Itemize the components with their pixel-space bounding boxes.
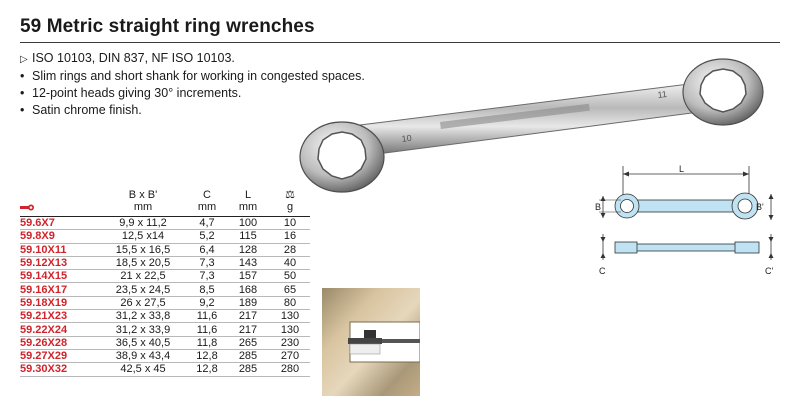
weight-cell: 230 — [270, 336, 310, 349]
weight-cell: 16 — [270, 230, 310, 243]
c-cell: 9,2 — [188, 296, 226, 309]
reference-cell: 59.22X24 — [20, 323, 98, 336]
page-title: 59 Metric straight ring wrenches — [20, 16, 315, 37]
bxb-cell: 21 x 22,5 — [98, 270, 188, 283]
label-l: L — [679, 164, 685, 174]
l-cell: 157 — [226, 270, 270, 283]
table-row — [20, 349, 310, 362]
table-row — [20, 217, 310, 230]
bxb-cell: 36,5 x 40,5 — [98, 336, 188, 349]
l-cell: 115 — [226, 230, 270, 243]
table-row — [20, 296, 310, 309]
c-cell: 7,3 — [188, 256, 226, 269]
title-divider — [20, 42, 780, 43]
table-row — [20, 256, 310, 269]
weight-cell: 28 — [270, 243, 310, 256]
l-cell: 217 — [226, 323, 270, 336]
weight-icon: ⚖ — [285, 189, 295, 201]
weight-cell: 130 — [270, 310, 310, 323]
weight-cell: 40 — [270, 256, 310, 269]
l-cell: 143 — [226, 256, 270, 269]
weight-cell: 65 — [270, 283, 310, 296]
c-cell: 11,6 — [188, 310, 226, 323]
column-header-weight: ⚖ g — [270, 189, 310, 217]
weight-cell: 130 — [270, 323, 310, 336]
l-cell: 265 — [226, 336, 270, 349]
bxb-cell: 31,2 x 33,9 — [98, 323, 188, 336]
c-cell: 12,8 — [188, 363, 226, 376]
c-cell: 4,7 — [188, 217, 226, 230]
l-cell: 285 — [226, 363, 270, 376]
bxb-cell: 18,5 x 20,5 — [98, 256, 188, 269]
reference-cell: 59.6X7 — [20, 217, 98, 230]
table-row — [20, 243, 310, 256]
diagram-shank-top — [627, 200, 747, 212]
bullet-item: • Satin chrome finish. — [20, 103, 142, 117]
congested-space-photo — [322, 288, 420, 396]
column-header-bxb: B x B' mm — [98, 189, 188, 217]
bxb-cell: 38,9 x 43,4 — [98, 349, 188, 362]
table-row — [20, 323, 310, 336]
label-b-prime: B' — [756, 202, 764, 212]
c-cell: 7,3 — [188, 270, 226, 283]
bullet-icon: • — [20, 86, 25, 100]
weight-cell: 270 — [270, 349, 310, 362]
reference-cell: 59.27X29 — [20, 349, 98, 362]
standards-text: ISO 10103, DIN 837, NF ISO 10103. — [32, 51, 235, 65]
triangle-icon: ▷ — [20, 54, 28, 65]
weight-cell: 80 — [270, 296, 310, 309]
reference-cell: 59.30X32 — [20, 363, 98, 376]
c-cell: 12,8 — [188, 349, 226, 362]
c-cell: 11,6 — [188, 323, 226, 336]
bullet-icon: • — [20, 103, 25, 117]
bullet-item: • Slim rings and short shank for working in congested spaces. — [20, 69, 365, 83]
reference-cell: 59.12X13 — [20, 256, 98, 269]
l-cell: 100 — [226, 217, 270, 230]
bxb-cell: 12,5 x14 — [98, 230, 188, 243]
wrench-size-engraving-left: 10 — [401, 132, 413, 144]
label-c-prime: C' — [765, 266, 774, 276]
bxb-cell: 15,5 x 16,5 — [98, 243, 188, 256]
thin-wrench-ring — [348, 338, 382, 344]
thin-wrench-handle — [382, 339, 420, 343]
table-row — [20, 363, 310, 376]
dimension-diagram — [593, 160, 783, 280]
reference-cell: 59.21X23 — [20, 310, 98, 323]
table-row — [20, 283, 310, 296]
reference-cell: 59.18X19 — [20, 296, 98, 309]
wrench-size-engraving-right: 11 — [657, 88, 668, 100]
c-cell: 8,5 — [188, 283, 226, 296]
bolt-head — [364, 330, 376, 339]
specification-table — [20, 189, 310, 377]
table-header-row — [20, 189, 310, 217]
bxb-cell: 31,2 x 33,8 — [98, 310, 188, 323]
l-cell: 128 — [226, 243, 270, 256]
label-c: C — [599, 266, 606, 276]
l-cell: 217 — [226, 310, 270, 323]
c-cell: 5,2 — [188, 230, 226, 243]
c-cell: 6,4 — [188, 243, 226, 256]
reference-cell: 59.10X11 — [20, 243, 98, 256]
l-cell: 189 — [226, 296, 270, 309]
column-header-reference — [20, 189, 98, 217]
bxb-cell: 26 x 27,5 — [98, 296, 188, 309]
weight-cell: 10 — [270, 217, 310, 230]
label-b: B — [595, 202, 602, 212]
bullet-icon: • — [20, 69, 25, 83]
table-row — [20, 270, 310, 283]
wrench-reference-icon — [20, 204, 34, 211]
reference-cell: 59.14X15 — [20, 270, 98, 283]
bxb-cell: 9,9 x 11,2 — [98, 217, 188, 230]
reference-cell: 59.26X28 — [20, 336, 98, 349]
weight-cell: 50 — [270, 270, 310, 283]
reference-cell: 59.16X17 — [20, 283, 98, 296]
table-row — [20, 336, 310, 349]
table-row — [20, 230, 310, 243]
bullet-item: • 12-point heads giving 30° increments. — [20, 86, 242, 100]
l-cell: 285 — [226, 349, 270, 362]
weight-cell: 280 — [270, 363, 310, 376]
l-cell: 168 — [226, 283, 270, 296]
c-cell: 11,8 — [188, 336, 226, 349]
reference-cell: 59.8X9 — [20, 230, 98, 243]
bxb-cell: 23,5 x 24,5 — [98, 283, 188, 296]
column-header-c: C mm — [188, 189, 226, 217]
table-row — [20, 310, 310, 323]
bxb-cell: 42,5 x 45 — [98, 363, 188, 376]
column-header-l: L mm — [226, 189, 270, 217]
